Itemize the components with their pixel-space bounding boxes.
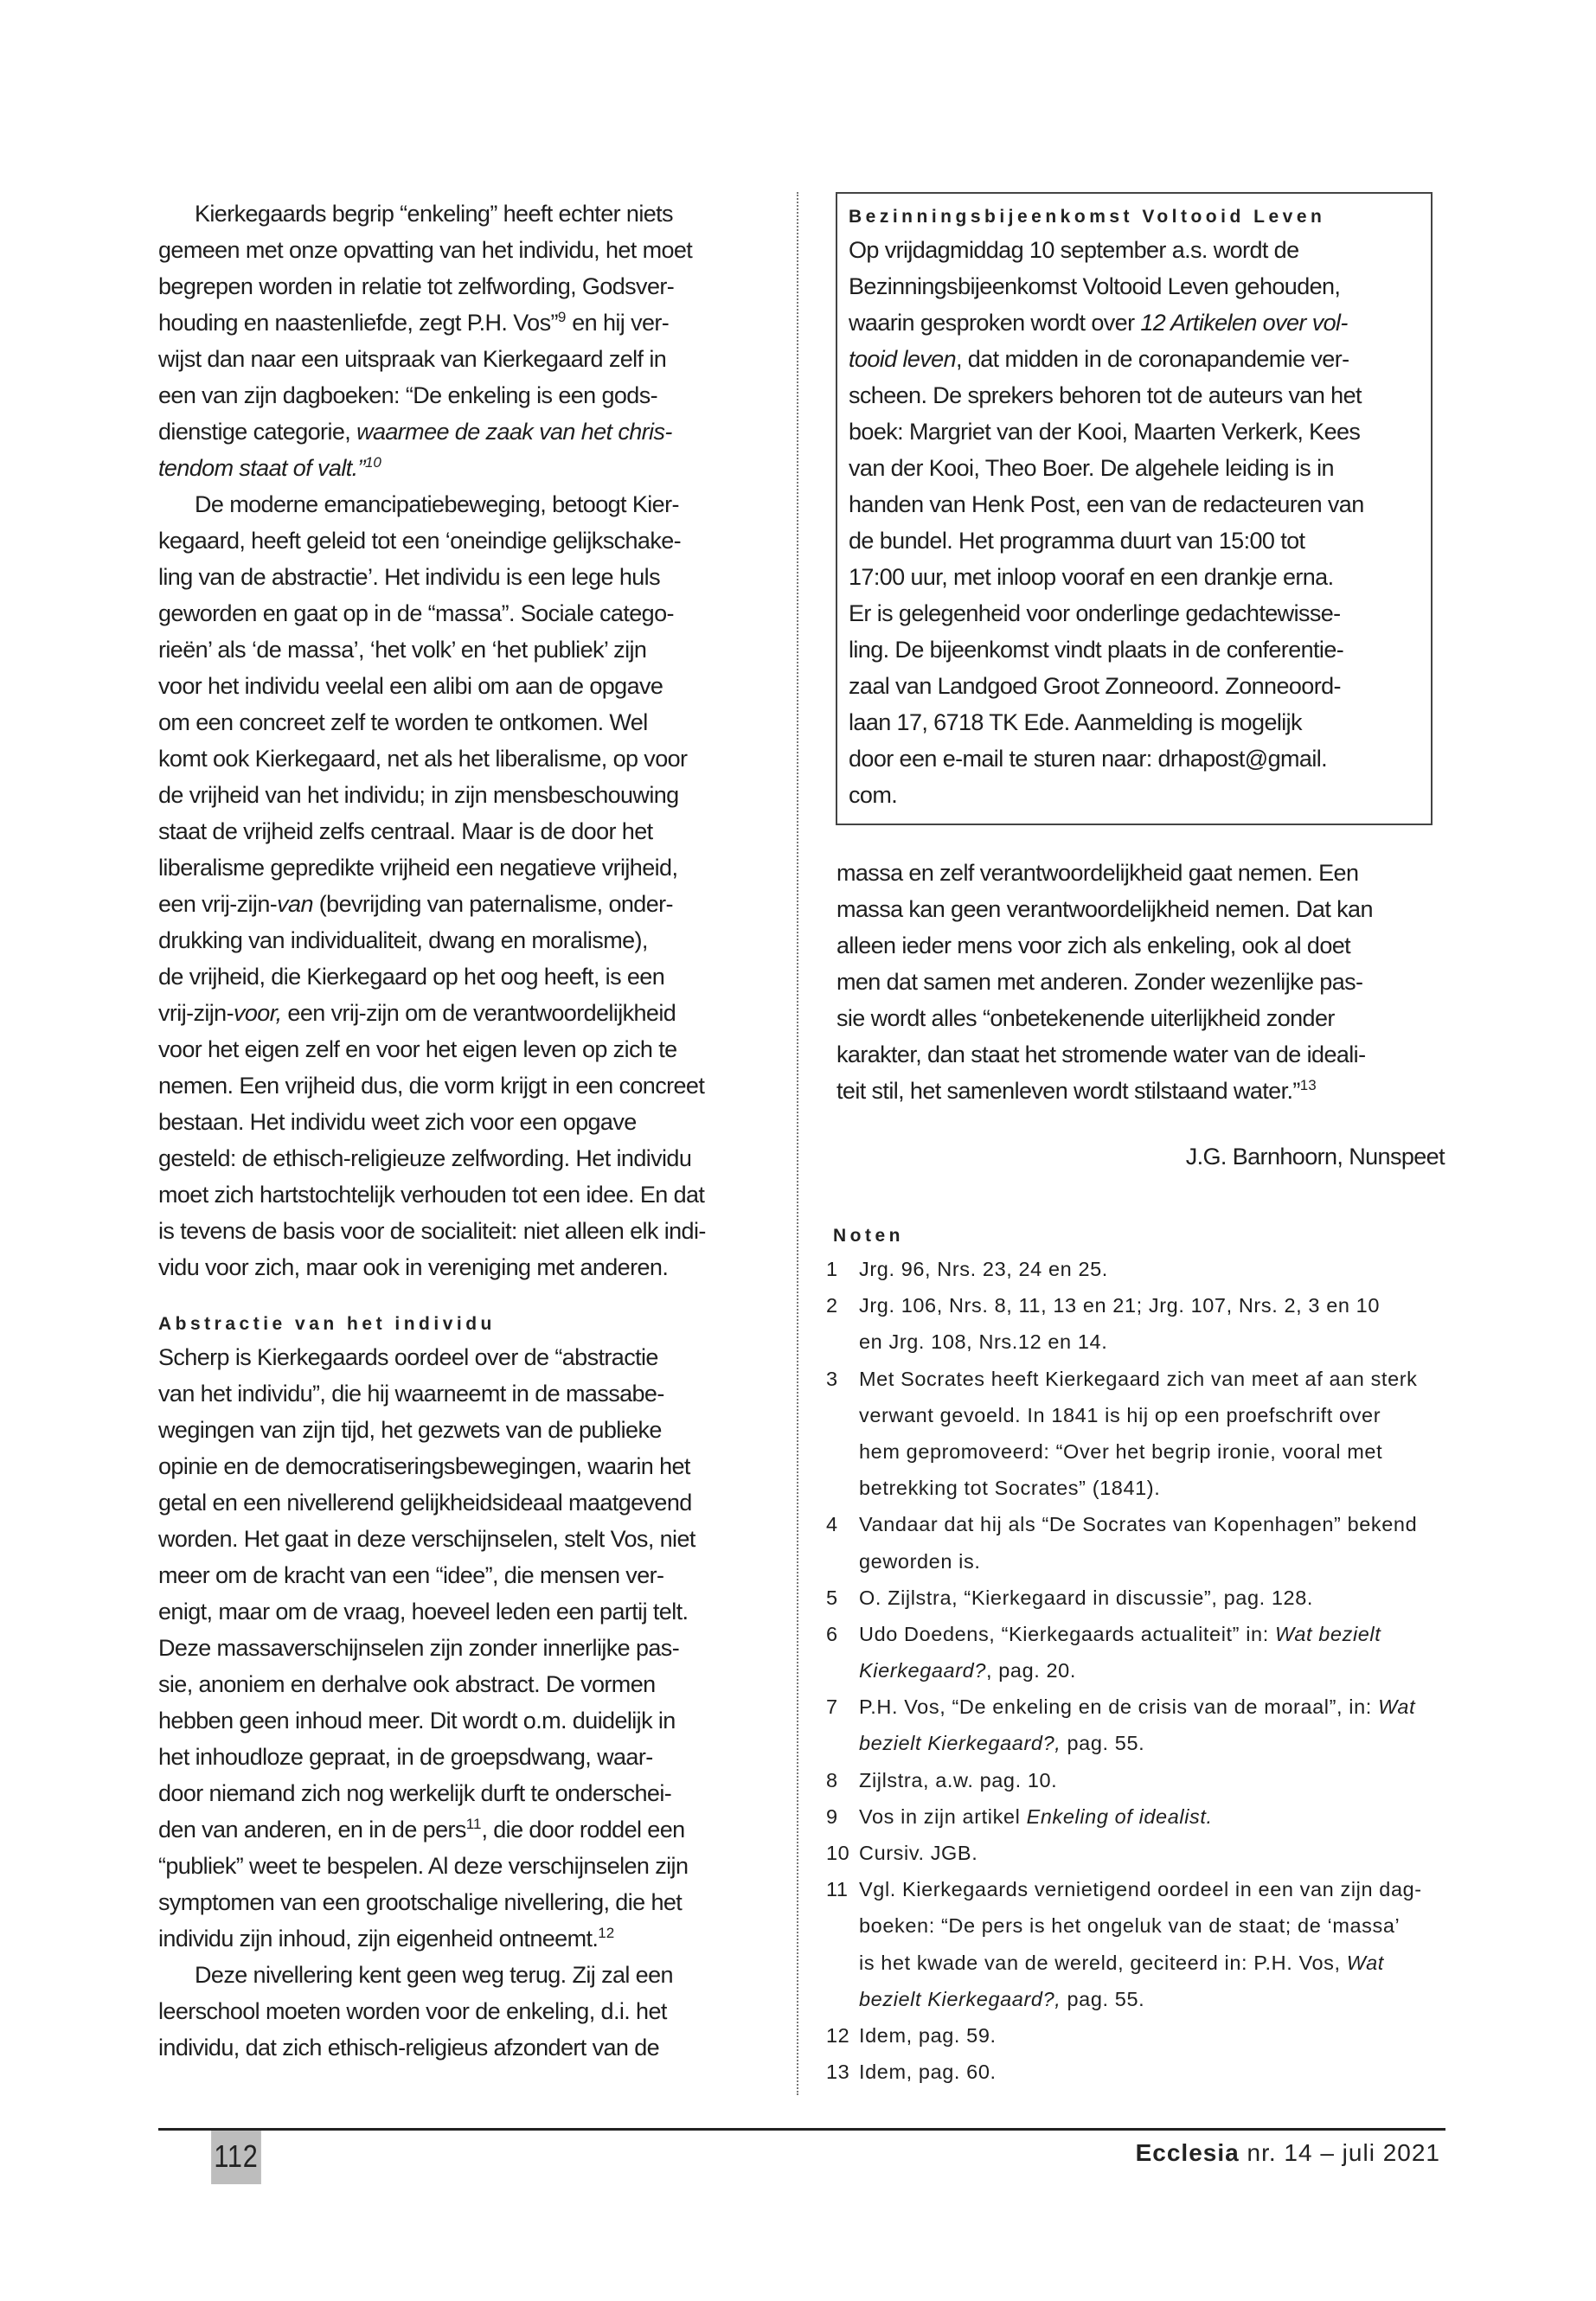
text-line bbox=[158, 740, 781, 777]
note-line bbox=[826, 1287, 1449, 1324]
text-line bbox=[158, 995, 781, 1031]
text-run: O. Zijlstra, “Kierkegaard in discussie”, pag. 128. bbox=[859, 1586, 1314, 1609]
text-line bbox=[158, 668, 781, 704]
text-line bbox=[849, 704, 1364, 740]
text-run: ling. De bijeenkomst vindt plaats in de conferentie- bbox=[849, 637, 1344, 663]
text-line bbox=[158, 1739, 781, 1775]
text-line bbox=[158, 1521, 781, 1557]
text-line bbox=[158, 1630, 781, 1666]
text-run: , die door roddel een bbox=[481, 1817, 685, 1843]
text-run: individu zijn inhoud, zijn eigenheid ontneemt. bbox=[158, 1926, 599, 1952]
text-line bbox=[836, 927, 1442, 964]
text-line bbox=[849, 304, 1364, 341]
text-line bbox=[158, 1848, 781, 1884]
text-run: Op vrijdagmiddag 10 september a.s. wordt de bbox=[849, 237, 1299, 263]
notes-heading: Noten bbox=[833, 1226, 904, 1246]
text-run: laan 17, 6718 TK Ede. Aanmelding is mogelijk bbox=[849, 709, 1302, 735]
left-column bbox=[158, 195, 781, 2066]
text-run: Kierkegaards begrip “enkeling” heeft echter niets bbox=[195, 201, 673, 227]
text-run: om een concreet zelf te worden te ontkomen. Wel bbox=[158, 709, 648, 735]
note-number: 12 bbox=[826, 2023, 850, 2047]
text-line bbox=[158, 1811, 781, 1848]
text-line bbox=[849, 413, 1364, 450]
text-line bbox=[158, 1213, 781, 1249]
text-run: is tevens de basis voor de socialiteit: niet alleen elk indi- bbox=[158, 1218, 706, 1244]
text-line bbox=[158, 304, 781, 341]
text-run: een vrij-zijn om de verantwoordelijkheid bbox=[281, 1000, 676, 1026]
text-run: sie wordt alles “onbetekenende uiterlijkheid zonder bbox=[836, 1005, 1335, 1031]
text-run: waarin gesproken wordt over bbox=[849, 310, 1141, 336]
text-run: hem gepromoveerd: “Over het begrip ironie, vooral met bbox=[859, 1439, 1383, 1463]
text-line bbox=[158, 886, 781, 922]
text-line bbox=[158, 1067, 781, 1104]
text-line bbox=[849, 559, 1364, 595]
text-line bbox=[849, 668, 1364, 704]
text-line bbox=[158, 813, 781, 849]
note-line bbox=[826, 1470, 1449, 1506]
note-line bbox=[826, 1835, 1449, 1871]
text-run: nemen. Een vrijheid dus, die vorm krijgt in een concreet bbox=[158, 1073, 705, 1099]
note-number: 1 bbox=[826, 1258, 838, 1280]
text-line bbox=[158, 1557, 781, 1593]
text-line bbox=[849, 232, 1364, 268]
note-item bbox=[826, 1871, 1449, 2017]
italic-text: tendom staat of valt.” bbox=[158, 455, 365, 481]
note-item bbox=[826, 1361, 1449, 1507]
text-line bbox=[836, 1073, 1442, 1109]
text-line bbox=[158, 922, 781, 958]
note-line bbox=[826, 1652, 1449, 1689]
text-line bbox=[158, 704, 781, 740]
italic-text: tooid leven bbox=[849, 346, 956, 372]
text-run: Deze massaverschijnselen zijn zonder innerlijke pas- bbox=[158, 1635, 680, 1661]
text-run: teit stil, het samenleven wordt stilstaand water.” bbox=[836, 1078, 1300, 1104]
text-run: Vos in zijn artikel bbox=[859, 1804, 1027, 1828]
text-line bbox=[158, 1884, 781, 1920]
note-item bbox=[826, 1506, 1449, 1579]
text-line bbox=[158, 1775, 781, 1811]
footnote-ref: 12 bbox=[598, 1925, 615, 1941]
announcement-box bbox=[836, 192, 1433, 825]
text-run: worden. Het gaat in deze verschijnselen, stelt Vos, niet bbox=[158, 1526, 695, 1552]
note-line bbox=[826, 1725, 1449, 1761]
note-item bbox=[826, 1251, 1449, 1287]
italic-text: bezielt Kierkegaard?, bbox=[859, 1732, 1061, 1755]
text-run: voor het eigen zelf en voor het eigen leven op zich te bbox=[158, 1036, 677, 1062]
text-run: Met Socrates heeft Kierkegaard zich van meet af aan sterk bbox=[859, 1367, 1418, 1390]
text-run: gemeen met onze opvatting van het individu, het moet bbox=[158, 237, 693, 263]
text-run: wegingen van zijn tijd, het gezwets van de publieke bbox=[158, 1417, 662, 1443]
text-run: massa kan geen verantwoordelijkheid nemen. Dat kan bbox=[836, 896, 1373, 922]
note-number: 8 bbox=[826, 1768, 838, 1791]
text-run: opinie en de democratiseringsbewegingen, waarin het bbox=[158, 1453, 690, 1479]
text-run: Idem, pag. 59. bbox=[859, 2023, 997, 2047]
note-line bbox=[826, 1798, 1449, 1835]
text-line bbox=[158, 1104, 781, 1140]
text-line bbox=[849, 522, 1364, 559]
text-run: ling van de abstractie’. Het individu is een lege huls bbox=[158, 564, 660, 590]
note-item bbox=[826, 1689, 1449, 1761]
text-line bbox=[158, 1140, 781, 1176]
note-number: 7 bbox=[826, 1695, 838, 1719]
text-line bbox=[158, 1375, 781, 1412]
note-line bbox=[826, 1397, 1449, 1433]
text-run: drukking van individualiteit, dwang en moralisme), bbox=[158, 927, 648, 953]
magazine-issue bbox=[1136, 2139, 1440, 2167]
text-line bbox=[849, 740, 1364, 777]
text-run: Er is gelegenheid voor onderlinge gedachtewisse- bbox=[849, 600, 1341, 626]
text-run: pag. 55. bbox=[1061, 1987, 1145, 2010]
author-signature: J.G. Barnhoorn, Nunspeet bbox=[1185, 1144, 1445, 1170]
text-run: individu, dat zich ethisch-religieus afzondert van de bbox=[158, 2035, 660, 2061]
text-line bbox=[158, 1666, 781, 1702]
text-line bbox=[158, 631, 781, 668]
note-number: 9 bbox=[826, 1804, 838, 1828]
italic-text: waarmee de zaak van het chris- bbox=[356, 419, 672, 445]
italic-text: voor, bbox=[233, 1000, 282, 1026]
paragraph bbox=[158, 1339, 781, 1957]
footnote-ref: 13 bbox=[1299, 1077, 1317, 1093]
text-run: meer om de kracht van een “idee”, die mensen ver- bbox=[158, 1562, 664, 1588]
text-run: leerschool moeten worden voor de enkeling, d.i. het bbox=[158, 1998, 667, 2024]
text-run: staat de vrijheid zelfs centraal. Maar is de door het bbox=[158, 818, 653, 844]
text-run: Idem, pag. 60. bbox=[859, 2061, 997, 2084]
text-run: Jrg. 96, Nrs. 23, 24 en 25. bbox=[859, 1258, 1108, 1280]
note-item bbox=[826, 1287, 1449, 1360]
text-line bbox=[849, 631, 1364, 668]
note-line bbox=[826, 1945, 1449, 1981]
text-run: gesteld: de ethisch-religieuze zelfwording. Het individu bbox=[158, 1145, 692, 1171]
note-line bbox=[826, 1433, 1449, 1470]
footnote-ref: 11 bbox=[465, 1816, 482, 1832]
note-number: 5 bbox=[826, 1586, 838, 1609]
note-line bbox=[826, 1543, 1449, 1580]
column-divider bbox=[797, 192, 798, 2095]
text-run: karakter, dan staat het stromende water van de ideali- bbox=[836, 1042, 1366, 1067]
text-run: Deze nivellering kent geen weg terug. Zij zal een bbox=[195, 1962, 673, 1988]
text-line bbox=[158, 450, 781, 486]
note-number: 11 bbox=[826, 1878, 849, 1901]
note-item bbox=[826, 1580, 1449, 1616]
text-line bbox=[158, 1176, 781, 1213]
text-run: Bezinningsbijeenkomst Voltooid Leven gehouden, bbox=[849, 273, 1341, 299]
note-item bbox=[826, 2054, 1449, 2090]
text-line bbox=[158, 1484, 781, 1521]
text-run: hebben geen inhoud meer. Dit wordt o.m. duidelijk in bbox=[158, 1708, 676, 1734]
note-line bbox=[826, 1324, 1449, 1360]
text-line bbox=[158, 1448, 781, 1484]
note-line bbox=[826, 1361, 1449, 1397]
notes-section bbox=[826, 1221, 1449, 2090]
italic-text: Enkeling of idealist. bbox=[1026, 1804, 1213, 1828]
text-line bbox=[849, 777, 1364, 813]
text-line bbox=[836, 855, 1442, 891]
text-run: Udo Doedens, “Kierkegaards actualiteit” in: bbox=[859, 1622, 1275, 1645]
text-run: den van anderen, en in de pers bbox=[158, 1817, 466, 1843]
text-run: getal en een nivellerend gelijkheidsideaal maatgevend bbox=[158, 1490, 692, 1516]
footnote-ref: 10 bbox=[364, 454, 381, 471]
text-run: , dat midden in de coronapandemie ver- bbox=[956, 346, 1349, 372]
text-line bbox=[849, 341, 1364, 377]
note-number: 2 bbox=[826, 1294, 838, 1317]
text-run: , pag. 20. bbox=[985, 1659, 1076, 1682]
text-run: boeken: “De pers is het ongeluk van de staat; de ‘massa’ bbox=[859, 1914, 1401, 1938]
note-line bbox=[826, 1689, 1449, 1725]
text-run: De moderne emancipatiebeweging, betoogt Kier- bbox=[195, 491, 679, 517]
text-line bbox=[158, 1412, 781, 1448]
text-run: komt ook Kierkegaard, net als het liberalisme, op voor bbox=[158, 746, 688, 772]
text-run: “publiek” weet te bespelen. Al deze verschijnselen zijn bbox=[158, 1853, 689, 1879]
note-item bbox=[826, 1616, 1449, 1689]
text-run: een vrij-zijn- bbox=[158, 891, 278, 917]
text-run: geworden is. bbox=[859, 1549, 981, 1573]
text-run: door niemand zich nog werkelijk durft te onderschei- bbox=[158, 1780, 672, 1806]
text-line bbox=[158, 268, 781, 304]
text-run: rieën’ als ‘de massa’, ‘het volk’ en ‘het publiek’ zijn bbox=[158, 637, 647, 663]
note-number: 6 bbox=[826, 1622, 838, 1645]
text-run: de vrijheid van het individu; in zijn mensbeschouwing bbox=[158, 782, 679, 808]
text-line bbox=[158, 1249, 781, 1285]
text-run: van der Kooi, Theo Boer. De algehele leiding is in bbox=[849, 455, 1334, 481]
text-run: vidu voor zich, maar ook in vereniging met anderen. bbox=[158, 1254, 669, 1280]
text-line bbox=[849, 486, 1364, 522]
text-line bbox=[836, 1000, 1442, 1036]
paragraph bbox=[158, 195, 781, 486]
text-run: moet zich hartstochtelijk verhouden tot een idee. En dat bbox=[158, 1182, 705, 1208]
note-line bbox=[826, 1871, 1449, 1907]
text-line bbox=[158, 1702, 781, 1739]
text-run: betrekking tot Socrates” (1841). bbox=[859, 1477, 1161, 1500]
note-line bbox=[826, 1907, 1449, 1944]
italic-text: Wat bbox=[1346, 1951, 1384, 1974]
section-heading: Abstractie van het individu bbox=[158, 1314, 496, 1334]
text-line bbox=[158, 232, 781, 268]
text-run: verwant gevoeld. In 1841 is hij op een proefschrift over bbox=[859, 1403, 1381, 1426]
note-line bbox=[826, 1981, 1449, 2017]
italic-text: 12 Artikelen over vol- bbox=[1140, 310, 1348, 336]
text-line bbox=[158, 1593, 781, 1630]
text-line bbox=[849, 377, 1364, 413]
text-run: handen van Henk Post, een van de redacteuren van bbox=[849, 491, 1364, 517]
text-line bbox=[158, 341, 781, 377]
text-run: door een e-mail te sturen naar: drhapost@gmail. bbox=[849, 746, 1328, 772]
text-run: kegaard, heeft geleid tot een ‘oneindige gelijkschake- bbox=[158, 528, 682, 554]
text-line bbox=[158, 849, 781, 886]
page-number: 112 bbox=[211, 2131, 261, 2184]
announcement-title: Bezinningsbijeenkomst Voltooid Leven bbox=[849, 207, 1326, 227]
text-run: Jrg. 106, Nrs. 8, 11, 13 en 21; Jrg. 107, Nrs. 2, 3 en 10 bbox=[859, 1294, 1380, 1317]
text-run: Vgl. Kierkegaards vernietigend oordeel in een van zijn dag- bbox=[859, 1878, 1422, 1901]
text-run: zaal van Landgoed Groot Zonneoord. Zonneoord- bbox=[849, 673, 1341, 699]
text-run: enigt, maar om de vraag, hoeveel leden een partij telt. bbox=[158, 1599, 689, 1625]
text-run: (bevrijding van paternalisme, onder- bbox=[312, 891, 673, 917]
text-run: 17:00 uur, met inloop vooraf en een drankje erna. bbox=[849, 564, 1334, 590]
text-line bbox=[158, 1031, 781, 1067]
text-run: alleen ieder mens voor zich als enkeling, ook al doet bbox=[836, 933, 1351, 958]
text-run: houding en naastenliefde, zegt P.H. Vos” bbox=[158, 310, 558, 336]
right-column-text bbox=[836, 855, 1442, 1109]
text-run: bestaan. Het individu weet zich voor een opgave bbox=[158, 1109, 637, 1135]
text-run: vrij-zijn- bbox=[158, 1000, 234, 1026]
note-line bbox=[826, 2054, 1449, 2090]
text-line bbox=[158, 377, 781, 413]
text-run: Cursiv. JGB. bbox=[859, 1842, 978, 1864]
text-run: wijst dan naar een uitspraak van Kierkegaard zelf in bbox=[158, 346, 667, 372]
paragraph bbox=[158, 1957, 781, 2066]
text-line bbox=[836, 1036, 1442, 1073]
note-item bbox=[826, 1835, 1449, 1871]
text-run: is het kwade van de wereld, geciteerd in: P.H. Vos, bbox=[859, 1951, 1347, 1974]
text-line bbox=[849, 268, 1364, 304]
text-run: geworden en gaat op in de “massa”. Sociale catego- bbox=[158, 600, 674, 626]
note-number: 4 bbox=[826, 1513, 838, 1536]
note-number: 13 bbox=[826, 2061, 850, 2084]
text-run: van het individu”, die hij waarneemt in de massabe- bbox=[158, 1381, 664, 1407]
note-line bbox=[826, 1762, 1449, 1798]
text-line bbox=[158, 486, 781, 522]
footnote-ref: 9 bbox=[557, 309, 567, 325]
italic-text: Wat bezielt bbox=[1274, 1622, 1381, 1645]
text-line bbox=[836, 891, 1442, 927]
issue-label: nr. 14 – juli 2021 bbox=[1247, 2139, 1440, 2166]
paragraph bbox=[158, 486, 781, 1285]
text-line bbox=[158, 1993, 781, 2029]
text-line bbox=[158, 559, 781, 595]
text-line bbox=[158, 2029, 781, 2066]
text-run: dienstige categorie, bbox=[158, 419, 357, 445]
text-run: pag. 55. bbox=[1061, 1732, 1145, 1755]
text-line bbox=[849, 595, 1364, 631]
text-line bbox=[158, 595, 781, 631]
text-line bbox=[158, 195, 781, 232]
text-line bbox=[158, 1920, 781, 1957]
text-run: het inhoudloze gepraat, in de groepsdwang, waar- bbox=[158, 1744, 653, 1770]
italic-text: van bbox=[277, 891, 313, 917]
text-run: de bundel. Het programma duurt van 15:00 tot bbox=[849, 528, 1305, 554]
text-run: liberalisme gepredikte vrijheid een negatieve vrijheid, bbox=[158, 855, 678, 881]
text-run: com. bbox=[849, 782, 898, 808]
text-run: symptomen van een grootschalige nivellering, die het bbox=[158, 1889, 683, 1915]
note-number: 3 bbox=[826, 1367, 838, 1390]
text-line bbox=[158, 522, 781, 559]
text-line bbox=[158, 958, 781, 995]
text-run: en Jrg. 108, Nrs.12 en 14. bbox=[859, 1330, 1108, 1354]
text-run: scheen. De sprekers behoren tot de auteurs van het bbox=[849, 382, 1362, 408]
text-run: voor het individu veelal een alibi om aan de opgave bbox=[158, 673, 663, 699]
announcement-body bbox=[849, 232, 1364, 813]
note-item bbox=[826, 1798, 1449, 1835]
text-run: Vandaar dat hij als “De Socrates van Kopenhagen” bekend bbox=[859, 1513, 1418, 1536]
text-run: men dat samen met anderen. Zonder wezenlijke pas- bbox=[836, 969, 1363, 995]
note-item bbox=[826, 2017, 1449, 2054]
text-run: een van zijn dagboeken: “De enkeling is een gods- bbox=[158, 382, 658, 408]
note-line bbox=[826, 1616, 1449, 1652]
text-line bbox=[849, 450, 1364, 486]
note-line bbox=[826, 2017, 1449, 2054]
notes-list bbox=[826, 1251, 1449, 2090]
italic-text: bezielt Kierkegaard?, bbox=[859, 1987, 1061, 2010]
text-run: boek: Margriet van der Kooi, Maarten Verkerk, Kees bbox=[849, 419, 1361, 445]
text-run: massa en zelf verantwoordelijkheid gaat nemen. Een bbox=[836, 860, 1359, 886]
magazine-name: Ecclesia bbox=[1135, 2139, 1240, 2166]
italic-text: Wat bbox=[1378, 1695, 1416, 1719]
note-number: 10 bbox=[826, 1842, 850, 1864]
note-item bbox=[826, 1762, 1449, 1798]
text-run: P.H. Vos, “De enkeling en de crisis van de moraal”, in: bbox=[859, 1695, 1379, 1719]
text-line bbox=[158, 777, 781, 813]
text-line bbox=[836, 964, 1442, 1000]
text-run: de vrijheid, die Kierkegaard op het oog heeft, is een bbox=[158, 964, 665, 990]
italic-text: Kierkegaard? bbox=[859, 1659, 986, 1682]
footer-rule bbox=[158, 2128, 1445, 2131]
text-run: sie, anoniem en derhalve ook abstract. De vormen bbox=[158, 1671, 656, 1697]
note-line bbox=[826, 1251, 1449, 1287]
text-run: Zijlstra, a.w. pag. 10. bbox=[859, 1768, 1058, 1791]
text-line bbox=[158, 1339, 781, 1375]
text-run: begrepen worden in relatie tot zelfwording, Godsver- bbox=[158, 273, 675, 299]
text-line bbox=[158, 1957, 781, 1993]
text-run: Scherp is Kierkegaards oordeel over de “abstractie bbox=[158, 1344, 658, 1370]
note-line bbox=[826, 1580, 1449, 1616]
note-line bbox=[826, 1506, 1449, 1542]
text-line bbox=[158, 413, 781, 450]
text-run: en hij ver- bbox=[566, 310, 670, 336]
